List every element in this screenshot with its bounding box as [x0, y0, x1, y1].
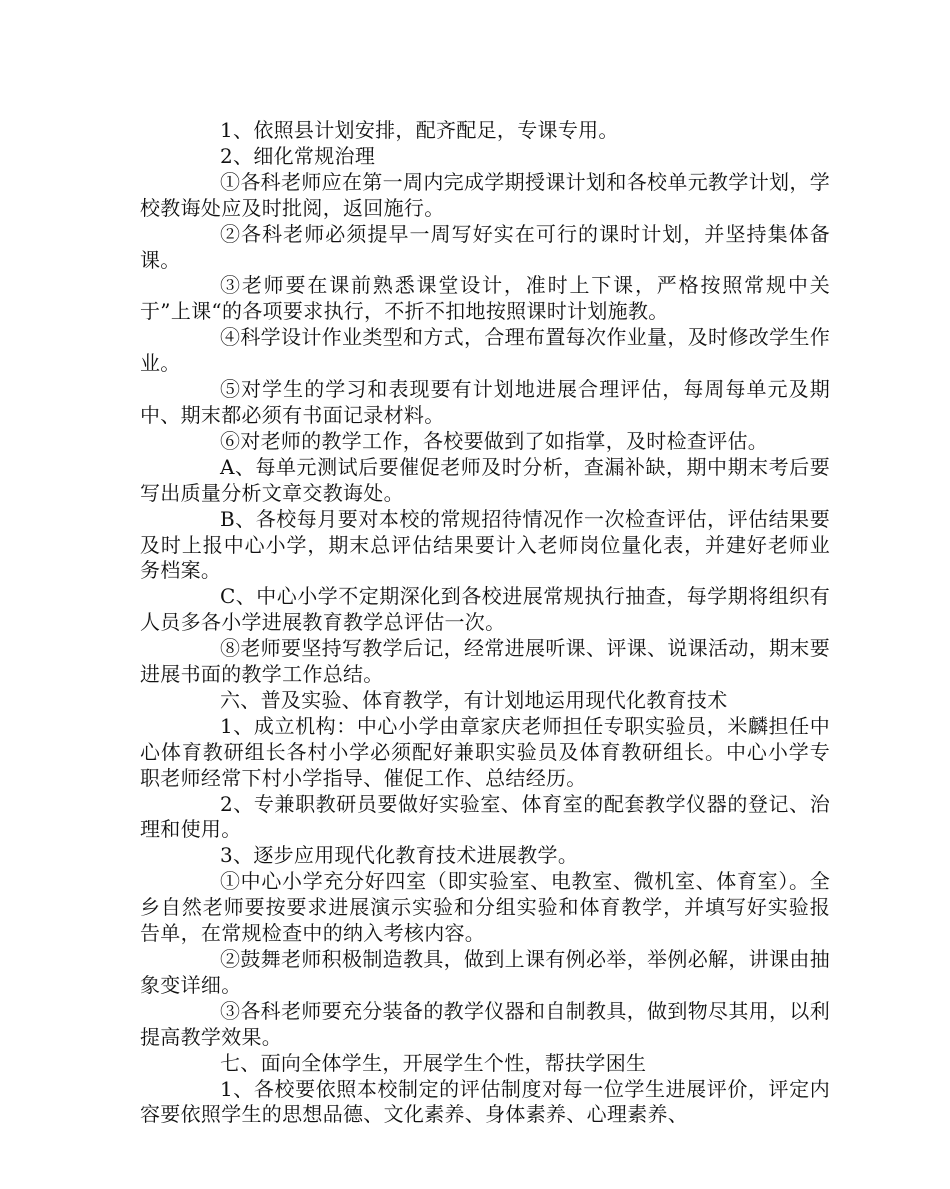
- paragraph-19: ③各科老师要充分装备的教学仪器和自制教具，做到物尽其用，以利提高教学效果。: [140, 998, 830, 1049]
- paragraph-11: C、中心小学不定期深化到各校进展常规执行抽查，每学期将组织有人员多各小学进展教育教学总评估一次。: [140, 584, 830, 635]
- paragraph-3: ①各科老师应在第一周内完成学期授课计划和各校单元教学计划，学校教诲处应及时批阅，返回施行。: [140, 169, 830, 220]
- section-heading-6: 六、普及实验、体育教学，有计划地运用现代化教育技术: [220, 687, 728, 712]
- paragraph-16: 3、逐步应用现代化教育技术进展教学。: [220, 843, 579, 868]
- paragraph-10: B、各校每月要对本校的常规招待情况作一次检查评估，评估结果要及时上报中心小学，期末总评估结果要计入老师岗位量化表，并建好老师业务档案。: [140, 506, 830, 583]
- paragraph-8: ⑥对老师的教学工作，各校要做到了如指掌，及时检查评估。: [220, 428, 769, 453]
- document-body: [140, 118, 830, 1128]
- paragraph-1: 1、依照县计划安排，配齐配足，专课专用。: [220, 118, 619, 142]
- paragraph-21: 1、各校要依照本校制定的评估制度对每一位学生进展评价，评定内容要依照学生的思想品德、文化素养、身体素养、心理素养、: [140, 1076, 830, 1127]
- paragraph-17: ①中心小学充分好四室（即实验室、电教室、微机室、体育室）。全乡自然老师要按要求进展演示实验和分组实验和体育教学，并填写好实验报告单，在常规检查中的纳入考核内容。: [140, 869, 830, 946]
- paragraph-2: 2、细化常规治理: [220, 143, 376, 168]
- paragraph-9: A、每单元测试后要催促老师及时分析，查漏补缺，期中期末考后要写出质量分析文章交教诲处。: [140, 454, 830, 505]
- paragraph-12: ⑧老师要坚持写教学后记，经常进展听课、评课、说课活动，期末要进展书面的教学工作总结。: [140, 636, 830, 687]
- paragraph-4: ②各科老师必须提早一周写好实在可行的课时计划，并坚持集体备课。: [140, 221, 830, 272]
- paragraph-5: ③老师要在课前熟悉课堂设计，准时上下课，严格按照常规中关于”上课“的各项要求执行，不折不扣地按照课时计划施教。: [140, 273, 830, 324]
- section-heading-7: 七、面向全体学生，开展学生个性，帮扶学困生: [220, 1050, 647, 1075]
- paragraph-7: ⑤对学生的学习和表现要有计划地进展合理评估，每周每单元及期中、期末都必须有书面记录材料。: [140, 377, 830, 427]
- paragraph-15: 2、专兼职教研员要做好实验室、体育室的配套教学仪器的登记、治理和使用。: [140, 791, 830, 842]
- paragraph-14: 1、成立机构：中心小学由章家庆老师担任专职实验员，米麟担任中心体育教研组长各村小学必须配好兼职实验员及体育教研组长。中心小学专职老师经常下村小学指导、催促工作、总结经历。: [140, 713, 830, 790]
- paragraph-18: ②鼓舞老师积极制造教具，做到上课有例必举，举例必解，讲课由抽象变详细。: [140, 947, 830, 997]
- paragraph-6: ④科学设计作业类型和方式，合理布置每次作业量，及时修改学生作业。: [140, 325, 830, 376]
